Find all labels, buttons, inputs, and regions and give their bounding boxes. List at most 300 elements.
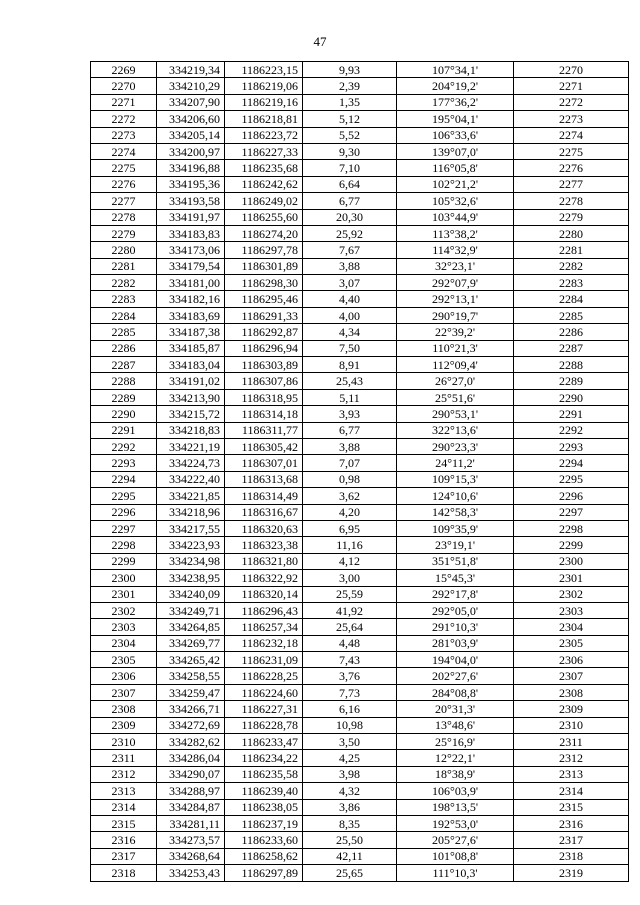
table-row <box>91 242 629 258</box>
table-row <box>91 701 629 717</box>
cell-point-number: 2293 <box>91 455 157 471</box>
table-row <box>91 62 629 78</box>
table-row <box>91 766 629 782</box>
cell-point-number: 2316 <box>91 832 157 848</box>
cell-bearing: 111°10,3' <box>397 865 514 881</box>
cell-next-point-number: 2303 <box>514 602 629 618</box>
cell-y-coordinate: 1186314,18 <box>225 406 303 422</box>
cell-point-number: 2274 <box>91 143 157 159</box>
cell-distance: 7,73 <box>303 684 397 700</box>
cell-bearing: 23°19,1' <box>397 537 514 553</box>
cell-next-point-number: 2289 <box>514 373 629 389</box>
table-row <box>91 357 629 373</box>
cell-x-coordinate: 334290,07 <box>157 766 225 782</box>
cell-y-coordinate: 1186257,34 <box>225 619 303 635</box>
cell-point-number: 2288 <box>91 373 157 389</box>
cell-point-number: 2285 <box>91 324 157 340</box>
cell-next-point-number: 2270 <box>514 62 629 78</box>
cell-bearing: 113°38,2' <box>397 225 514 241</box>
cell-next-point-number: 2305 <box>514 635 629 651</box>
cell-next-point-number: 2293 <box>514 438 629 454</box>
table-row <box>91 750 629 766</box>
cell-point-number: 2301 <box>91 586 157 602</box>
cell-x-coordinate: 334210,29 <box>157 78 225 94</box>
cell-y-coordinate: 1186227,31 <box>225 701 303 717</box>
cell-x-coordinate: 334282,62 <box>157 734 225 750</box>
cell-distance: 3,00 <box>303 570 397 586</box>
cell-bearing: 139°07,0' <box>397 143 514 159</box>
cell-x-coordinate: 334264,85 <box>157 619 225 635</box>
cell-bearing: 101°08,8' <box>397 848 514 864</box>
cell-x-coordinate: 334217,55 <box>157 520 225 536</box>
cell-distance: 8,35 <box>303 815 397 831</box>
coordinates-table-body <box>91 62 629 882</box>
cell-bearing: 110°21,3' <box>397 340 514 356</box>
cell-next-point-number: 2308 <box>514 684 629 700</box>
cell-bearing: 32°23,1' <box>397 258 514 274</box>
table-row <box>91 193 629 209</box>
cell-next-point-number: 2280 <box>514 225 629 241</box>
cell-next-point-number: 2272 <box>514 94 629 110</box>
cell-point-number: 2306 <box>91 668 157 684</box>
cell-distance: 5,52 <box>303 127 397 143</box>
cell-next-point-number: 2298 <box>514 520 629 536</box>
cell-x-coordinate: 334193,58 <box>157 193 225 209</box>
cell-point-number: 2296 <box>91 504 157 520</box>
cell-y-coordinate: 1186321,80 <box>225 553 303 569</box>
table-row <box>91 78 629 94</box>
cell-next-point-number: 2271 <box>514 78 629 94</box>
cell-next-point-number: 2315 <box>514 799 629 815</box>
cell-next-point-number: 2283 <box>514 275 629 291</box>
cell-bearing: 204°19,2' <box>397 78 514 94</box>
cell-y-coordinate: 1186219,06 <box>225 78 303 94</box>
cell-x-coordinate: 334222,40 <box>157 471 225 487</box>
cell-y-coordinate: 1186258,62 <box>225 848 303 864</box>
table-row <box>91 570 629 586</box>
cell-y-coordinate: 1186297,78 <box>225 242 303 258</box>
cell-point-number: 2299 <box>91 553 157 569</box>
cell-distance: 25,59 <box>303 586 397 602</box>
cell-y-coordinate: 1186305,42 <box>225 438 303 454</box>
cell-x-coordinate: 334219,34 <box>157 62 225 78</box>
table-row <box>91 324 629 340</box>
cell-distance: 25,50 <box>303 832 397 848</box>
cell-bearing: 281°03,9' <box>397 635 514 651</box>
cell-next-point-number: 2294 <box>514 455 629 471</box>
cell-next-point-number: 2295 <box>514 471 629 487</box>
coordinates-table <box>90 61 629 882</box>
cell-point-number: 2313 <box>91 783 157 799</box>
cell-distance: 3,86 <box>303 799 397 815</box>
cell-distance: 3,88 <box>303 438 397 454</box>
cell-x-coordinate: 334221,19 <box>157 438 225 454</box>
cell-distance: 9,30 <box>303 143 397 159</box>
table-row <box>91 602 629 618</box>
table-row <box>91 111 629 127</box>
cell-y-coordinate: 1186320,63 <box>225 520 303 536</box>
cell-next-point-number: 2313 <box>514 766 629 782</box>
cell-x-coordinate: 334181,00 <box>157 275 225 291</box>
cell-y-coordinate: 1186233,60 <box>225 832 303 848</box>
cell-bearing: 106°33,6' <box>397 127 514 143</box>
table-row <box>91 652 629 668</box>
cell-bearing: 25°51,6' <box>397 389 514 405</box>
cell-distance: 25,92 <box>303 225 397 241</box>
cell-bearing: 291°10,3' <box>397 619 514 635</box>
cell-point-number: 2278 <box>91 209 157 225</box>
cell-bearing: 116°05,8' <box>397 160 514 176</box>
cell-bearing: 192°53,0' <box>397 815 514 831</box>
cell-bearing: 109°15,3' <box>397 471 514 487</box>
cell-distance: 7,50 <box>303 340 397 356</box>
cell-next-point-number: 2281 <box>514 242 629 258</box>
cell-x-coordinate: 334281,11 <box>157 815 225 831</box>
cell-point-number: 2317 <box>91 848 157 864</box>
table-row <box>91 455 629 471</box>
cell-y-coordinate: 1186255,60 <box>225 209 303 225</box>
cell-x-coordinate: 334268,64 <box>157 848 225 864</box>
table-row <box>91 422 629 438</box>
table-row <box>91 520 629 536</box>
cell-next-point-number: 2300 <box>514 553 629 569</box>
cell-y-coordinate: 1186235,58 <box>225 766 303 782</box>
cell-x-coordinate: 334221,85 <box>157 488 225 504</box>
cell-point-number: 2309 <box>91 717 157 733</box>
cell-point-number: 2310 <box>91 734 157 750</box>
cell-next-point-number: 2276 <box>514 160 629 176</box>
table-row <box>91 619 629 635</box>
cell-distance: 4,32 <box>303 783 397 799</box>
cell-y-coordinate: 1186296,43 <box>225 602 303 618</box>
cell-x-coordinate: 334218,83 <box>157 422 225 438</box>
cell-x-coordinate: 334284,87 <box>157 799 225 815</box>
table-row <box>91 275 629 291</box>
cell-distance: 3,93 <box>303 406 397 422</box>
cell-bearing: 18°38,9' <box>397 766 514 782</box>
cell-point-number: 2295 <box>91 488 157 504</box>
cell-point-number: 2279 <box>91 225 157 241</box>
cell-y-coordinate: 1186323,38 <box>225 537 303 553</box>
cell-point-number: 2302 <box>91 602 157 618</box>
cell-y-coordinate: 1186307,01 <box>225 455 303 471</box>
cell-bearing: 114°32,9' <box>397 242 514 258</box>
cell-point-number: 2277 <box>91 193 157 209</box>
table-row <box>91 389 629 405</box>
cell-distance: 3,88 <box>303 258 397 274</box>
cell-distance: 7,10 <box>303 160 397 176</box>
cell-x-coordinate: 334179,54 <box>157 258 225 274</box>
cell-next-point-number: 2287 <box>514 340 629 356</box>
cell-next-point-number: 2292 <box>514 422 629 438</box>
cell-distance: 3,62 <box>303 488 397 504</box>
cell-point-number: 2307 <box>91 684 157 700</box>
table-row <box>91 537 629 553</box>
cell-distance: 4,40 <box>303 291 397 307</box>
cell-distance: 20,30 <box>303 209 397 225</box>
cell-x-coordinate: 334273,57 <box>157 832 225 848</box>
cell-x-coordinate: 334187,38 <box>157 324 225 340</box>
table-row <box>91 717 629 733</box>
cell-y-coordinate: 1186314,49 <box>225 488 303 504</box>
cell-bearing: 124°10,6' <box>397 488 514 504</box>
cell-distance: 7,43 <box>303 652 397 668</box>
cell-next-point-number: 2299 <box>514 537 629 553</box>
cell-x-coordinate: 334238,95 <box>157 570 225 586</box>
cell-x-coordinate: 334183,83 <box>157 225 225 241</box>
cell-bearing: 102°21,2' <box>397 176 514 192</box>
cell-y-coordinate: 1186237,19 <box>225 815 303 831</box>
cell-bearing: 112°09,4' <box>397 357 514 373</box>
cell-x-coordinate: 334215,72 <box>157 406 225 422</box>
cell-y-coordinate: 1186239,40 <box>225 783 303 799</box>
cell-distance: 25,64 <box>303 619 397 635</box>
table-row <box>91 635 629 651</box>
table-row <box>91 340 629 356</box>
cell-distance: 10,98 <box>303 717 397 733</box>
table-row <box>91 668 629 684</box>
cell-x-coordinate: 334266,71 <box>157 701 225 717</box>
cell-y-coordinate: 1186219,16 <box>225 94 303 110</box>
cell-point-number: 2300 <box>91 570 157 586</box>
cell-distance: 11,16 <box>303 537 397 553</box>
cell-next-point-number: 2302 <box>514 586 629 602</box>
cell-y-coordinate: 1186320,14 <box>225 586 303 602</box>
cell-bearing: 177°36,2' <box>397 94 514 110</box>
cell-bearing: 22°39,2' <box>397 324 514 340</box>
cell-bearing: 103°44,9' <box>397 209 514 225</box>
cell-y-coordinate: 1186218,81 <box>225 111 303 127</box>
cell-y-coordinate: 1186311,77 <box>225 422 303 438</box>
cell-x-coordinate: 334183,69 <box>157 307 225 323</box>
cell-bearing: 12°22,1' <box>397 750 514 766</box>
cell-bearing: 292°17,8' <box>397 586 514 602</box>
cell-x-coordinate: 334185,87 <box>157 340 225 356</box>
cell-next-point-number: 2273 <box>514 111 629 127</box>
cell-y-coordinate: 1186223,15 <box>225 62 303 78</box>
cell-bearing: 198°13,5' <box>397 799 514 815</box>
cell-x-coordinate: 334195,36 <box>157 176 225 192</box>
cell-distance: 8,91 <box>303 357 397 373</box>
cell-bearing: 292°05,0' <box>397 602 514 618</box>
cell-next-point-number: 2278 <box>514 193 629 209</box>
table-row <box>91 488 629 504</box>
table-row <box>91 586 629 602</box>
cell-bearing: 202°27,6' <box>397 668 514 684</box>
cell-bearing: 109°35,9' <box>397 520 514 536</box>
cell-next-point-number: 2288 <box>514 357 629 373</box>
cell-y-coordinate: 1186234,22 <box>225 750 303 766</box>
cell-x-coordinate: 334272,69 <box>157 717 225 733</box>
cell-bearing: 290°53,1' <box>397 406 514 422</box>
cell-distance: 42,11 <box>303 848 397 864</box>
cell-x-coordinate: 334206,60 <box>157 111 225 127</box>
cell-next-point-number: 2286 <box>514 324 629 340</box>
cell-distance: 4,12 <box>303 553 397 569</box>
cell-distance: 25,65 <box>303 865 397 881</box>
cell-x-coordinate: 334182,16 <box>157 291 225 307</box>
cell-distance: 9,93 <box>303 62 397 78</box>
cell-x-coordinate: 334213,90 <box>157 389 225 405</box>
cell-x-coordinate: 334183,04 <box>157 357 225 373</box>
cell-y-coordinate: 1186227,33 <box>225 143 303 159</box>
cell-y-coordinate: 1186231,09 <box>225 652 303 668</box>
cell-point-number: 2298 <box>91 537 157 553</box>
table-row <box>91 799 629 815</box>
cell-bearing: 15°45,3' <box>397 570 514 586</box>
cell-x-coordinate: 334224,73 <box>157 455 225 471</box>
table-row <box>91 815 629 831</box>
cell-point-number: 2303 <box>91 619 157 635</box>
cell-x-coordinate: 334173,06 <box>157 242 225 258</box>
cell-bearing: 292°13,1' <box>397 291 514 307</box>
cell-bearing: 106°03,9' <box>397 783 514 799</box>
cell-next-point-number: 2275 <box>514 143 629 159</box>
cell-bearing: 13°48,6' <box>397 717 514 733</box>
cell-distance: 4,48 <box>303 635 397 651</box>
table-row <box>91 127 629 143</box>
cell-next-point-number: 2306 <box>514 652 629 668</box>
cell-y-coordinate: 1186318,95 <box>225 389 303 405</box>
cell-distance: 7,67 <box>303 242 397 258</box>
cell-y-coordinate: 1186274,20 <box>225 225 303 241</box>
cell-next-point-number: 2279 <box>514 209 629 225</box>
cell-y-coordinate: 1186228,78 <box>225 717 303 733</box>
cell-distance: 6,77 <box>303 193 397 209</box>
cell-x-coordinate: 334269,77 <box>157 635 225 651</box>
cell-distance: 4,25 <box>303 750 397 766</box>
cell-distance: 3,76 <box>303 668 397 684</box>
cell-bearing: 205°27,6' <box>397 832 514 848</box>
table-row <box>91 406 629 422</box>
cell-point-number: 2269 <box>91 62 157 78</box>
table-row <box>91 734 629 750</box>
cell-bearing: 292°07,9' <box>397 275 514 291</box>
cell-bearing: 284°08,8' <box>397 684 514 700</box>
cell-x-coordinate: 334223,93 <box>157 537 225 553</box>
cell-bearing: 20°31,3' <box>397 701 514 717</box>
cell-x-coordinate: 334286,04 <box>157 750 225 766</box>
cell-point-number: 2289 <box>91 389 157 405</box>
cell-x-coordinate: 334191,97 <box>157 209 225 225</box>
cell-x-coordinate: 334259,47 <box>157 684 225 700</box>
table-row <box>91 94 629 110</box>
cell-y-coordinate: 1186233,47 <box>225 734 303 750</box>
cell-point-number: 2276 <box>91 176 157 192</box>
cell-point-number: 2283 <box>91 291 157 307</box>
cell-y-coordinate: 1186313,68 <box>225 471 303 487</box>
cell-y-coordinate: 1186295,46 <box>225 291 303 307</box>
table-row <box>91 225 629 241</box>
cell-bearing: 195°04,1' <box>397 111 514 127</box>
cell-distance: 4,00 <box>303 307 397 323</box>
cell-distance: 6,64 <box>303 176 397 192</box>
cell-point-number: 2282 <box>91 275 157 291</box>
cell-distance: 25,43 <box>303 373 397 389</box>
cell-next-point-number: 2314 <box>514 783 629 799</box>
cell-point-number: 2284 <box>91 307 157 323</box>
cell-y-coordinate: 1186224,60 <box>225 684 303 700</box>
cell-bearing: 290°19,7' <box>397 307 514 323</box>
table-row <box>91 160 629 176</box>
table-row <box>91 438 629 454</box>
cell-bearing: 25°16,9' <box>397 734 514 750</box>
cell-distance: 5,12 <box>303 111 397 127</box>
cell-y-coordinate: 1186242,62 <box>225 176 303 192</box>
cell-distance: 1,35 <box>303 94 397 110</box>
cell-x-coordinate: 334288,97 <box>157 783 225 799</box>
cell-y-coordinate: 1186292,87 <box>225 324 303 340</box>
cell-y-coordinate: 1186307,86 <box>225 373 303 389</box>
table-row <box>91 848 629 864</box>
cell-x-coordinate: 334207,90 <box>157 94 225 110</box>
cell-point-number: 2271 <box>91 94 157 110</box>
cell-point-number: 2318 <box>91 865 157 881</box>
cell-point-number: 2280 <box>91 242 157 258</box>
cell-next-point-number: 2310 <box>514 717 629 733</box>
cell-distance: 4,20 <box>303 504 397 520</box>
cell-next-point-number: 2311 <box>514 734 629 750</box>
cell-bearing: 290°23,3' <box>397 438 514 454</box>
cell-point-number: 2272 <box>91 111 157 127</box>
table-row <box>91 307 629 323</box>
cell-y-coordinate: 1186228,25 <box>225 668 303 684</box>
cell-bearing: 194°04,0' <box>397 652 514 668</box>
cell-next-point-number: 2285 <box>514 307 629 323</box>
cell-distance: 4,34 <box>303 324 397 340</box>
cell-x-coordinate: 334240,09 <box>157 586 225 602</box>
cell-x-coordinate: 334234,98 <box>157 553 225 569</box>
cell-x-coordinate: 334265,42 <box>157 652 225 668</box>
cell-next-point-number: 2290 <box>514 389 629 405</box>
table-row <box>91 373 629 389</box>
cell-next-point-number: 2316 <box>514 815 629 831</box>
cell-next-point-number: 2307 <box>514 668 629 684</box>
cell-point-number: 2308 <box>91 701 157 717</box>
cell-y-coordinate: 1186235,68 <box>225 160 303 176</box>
cell-bearing: 107°34,1' <box>397 62 514 78</box>
cell-y-coordinate: 1186316,67 <box>225 504 303 520</box>
cell-next-point-number: 2291 <box>514 406 629 422</box>
cell-point-number: 2290 <box>91 406 157 422</box>
cell-point-number: 2312 <box>91 766 157 782</box>
cell-next-point-number: 2309 <box>514 701 629 717</box>
cell-y-coordinate: 1186298,30 <box>225 275 303 291</box>
cell-distance: 3,98 <box>303 766 397 782</box>
cell-point-number: 2314 <box>91 799 157 815</box>
table-row <box>91 291 629 307</box>
cell-next-point-number: 2304 <box>514 619 629 635</box>
cell-bearing: 105°32,6' <box>397 193 514 209</box>
cell-next-point-number: 2319 <box>514 865 629 881</box>
cell-distance: 6,95 <box>303 520 397 536</box>
cell-y-coordinate: 1186249,02 <box>225 193 303 209</box>
cell-point-number: 2273 <box>91 127 157 143</box>
cell-distance: 41,92 <box>303 602 397 618</box>
cell-distance: 5,11 <box>303 389 397 405</box>
table-row <box>91 553 629 569</box>
cell-point-number: 2292 <box>91 438 157 454</box>
table-row <box>91 504 629 520</box>
cell-point-number: 2311 <box>91 750 157 766</box>
table-row <box>91 258 629 274</box>
cell-distance: 6,16 <box>303 701 397 717</box>
cell-y-coordinate: 1186291,33 <box>225 307 303 323</box>
cell-y-coordinate: 1186232,18 <box>225 635 303 651</box>
table-row <box>91 684 629 700</box>
table-row <box>91 832 629 848</box>
cell-distance: 3,07 <box>303 275 397 291</box>
